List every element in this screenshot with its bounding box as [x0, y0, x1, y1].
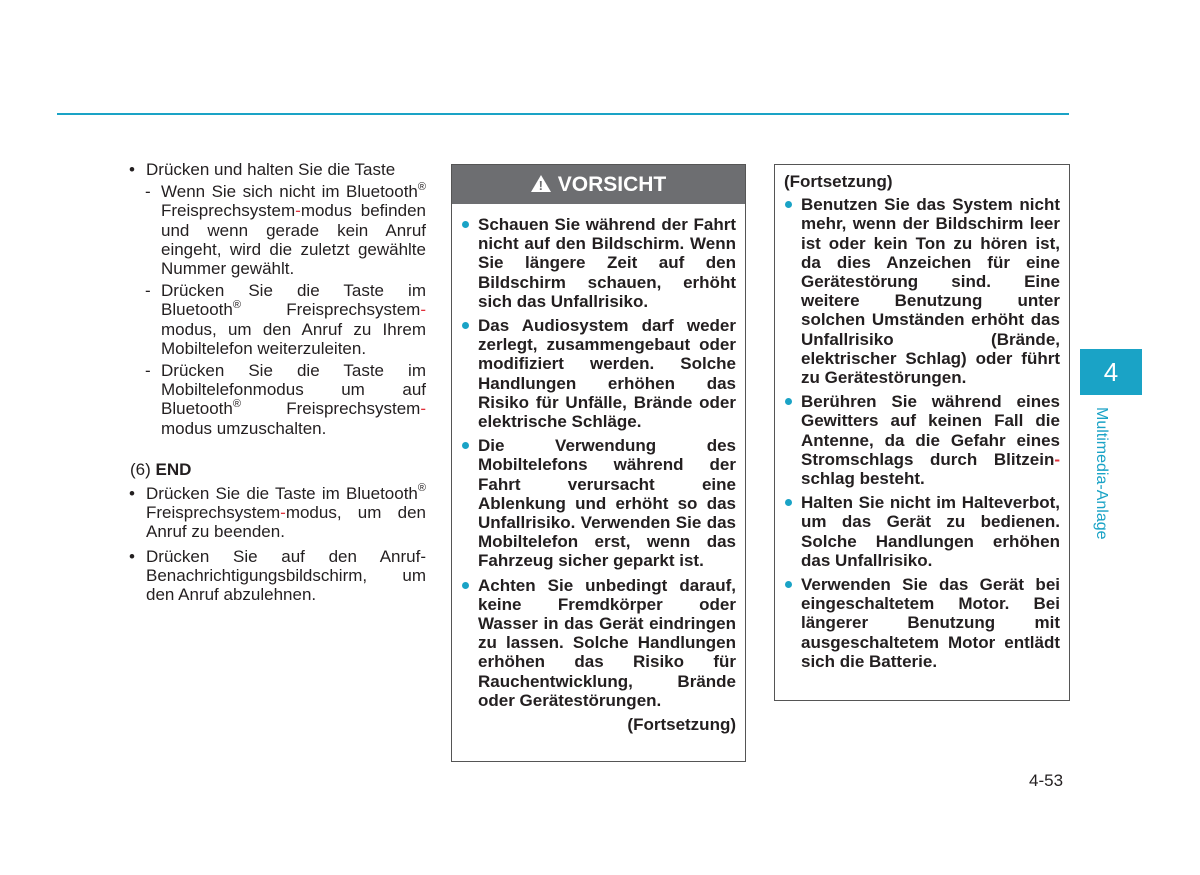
caution-item: Verwenden Sie das Gerät bei eingeschaltetem Motor. Bei längerer Benutzung mit ausgeschaltetem Motor entlädt sich die Batterie.	[784, 575, 1060, 671]
section-heading: (6) END	[130, 459, 192, 479]
list-item	[129, 160, 426, 179]
list-item	[129, 547, 426, 605]
caution-item: Achten Sie unbedingt darauf, keine Fremdkörper oder Wasser in das Gerät eindringen zu lassen. Solche Handlungen erhöhen das Risiko für Rauchentwicklung, Brände oder Gerätestörungen.	[461, 576, 736, 710]
item-text: Drücken Sie die Taste im Bluetooth	[161, 281, 426, 320]
registered-mark: ®	[417, 180, 426, 193]
hyphen: -	[420, 300, 426, 320]
sub-item: - Drücken Sie die Taste im Mobiltelefonmodus um auf Bluetooth® Freisprechsystem-modus umzuschalten.	[145, 361, 426, 438]
left-column	[129, 160, 426, 604]
caution-item: Benutzen Sie das System nicht mehr, wenn der Bildschirm leer ist oder kein Ton zu hören ist, da dies Anzeichen für eine Gerätestörung sind. Eine weitere Benutzung unter solchen Umständen erhöht das Unfallrisiko (Brände, elektrischer Schlag) oder führt zu Gerätestörungen.	[784, 195, 1060, 387]
item-text: Drücken Sie die Taste im Bluetooth	[146, 484, 418, 504]
sub-item: - Wenn Sie sich nicht im Bluetooth® Freisprechsystem-modus befinden und wenn gerade kein Anruf eingeht, wird die zuletzt gewählte Nummer gewählt.	[145, 180, 426, 279]
continued-label: (Fortsetzung)	[627, 715, 736, 735]
caution-box	[451, 164, 746, 762]
page-number: 4-53	[1029, 771, 1064, 790]
hyphen: -	[420, 399, 426, 419]
hyphen: -	[1054, 449, 1060, 469]
chapter-tab: 4	[1080, 349, 1142, 395]
caution-continued-box	[774, 164, 1070, 701]
caution-title: VORSICHT	[557, 172, 667, 196]
warning-triangle-icon: !	[531, 175, 551, 192]
caution-item: Die Verwendung des Mobiltelefons während der Fahrt verursacht eine Ablenkung und erhöht so das Unfallrisiko. Verwenden Sie das Mobiltelefon erst, wenn das Fahrzeug sicher geparkt ist.	[461, 436, 736, 570]
hyphen: -	[295, 201, 301, 221]
item-text: Drücken Sie die Taste im Mobiltelefonmodus um auf Bluetooth	[161, 361, 426, 419]
sub-item: - Drücken Sie die Taste im Bluetooth® Freisprechsystem-modus, um den Anruf zu Ihrem Mobiltelefon weiterzuleiten.	[145, 281, 426, 358]
registered-mark: ®	[417, 482, 426, 495]
caution-item: Berühren Sie während eines Gewitters auf keinen Fall die Antenne, da die Gefahr eines Stromschlags durch Blitzein-schlag besteht.	[784, 392, 1060, 488]
registered-mark: ®	[232, 298, 287, 311]
chapter-label: Multimedia-Anlage	[1093, 407, 1110, 540]
hyphen: -	[280, 503, 286, 523]
end-label: END	[155, 459, 192, 479]
header-rule	[57, 113, 1069, 115]
item-text: Wenn Sie sich nicht im Bluetooth	[161, 182, 418, 202]
continued-title: (Fortsetzung)	[784, 172, 893, 191]
caution-body	[452, 204, 745, 734]
caution-item: Das Audiosystem darf weder zerlegt, zusammengebaut oder modifiziert werden. Solche Handlungen erhöhen das Risiko für Unfälle, Brände oder elektrische Schläge.	[461, 316, 736, 431]
list-item: • Drücken Sie die Taste im Bluetooth® Freisprechsystem-modus, um den Anruf zu beenden.	[129, 484, 426, 542]
caution-header	[452, 165, 745, 204]
item-text: Drücken Sie auf den Anruf-Benachrichtigungsbildschirm, um den Anruf abzulehnen.	[146, 546, 426, 605]
caution-item: Halten Sie nicht im Halteverbot, um das Gerät zu bedienen. Solche Handlungen erhöhen das Unfallrisiko.	[784, 493, 1060, 570]
registered-mark: ®	[232, 397, 287, 410]
caution-item: Schauen Sie während der Fahrt nicht auf den Bildschirm. Wenn Sie längere Zeit auf den Bildschirm schauen, erhöht sich das Unfallrisiko.	[461, 215, 736, 311]
item-text: Drücken und halten Sie die Taste	[146, 160, 396, 179]
